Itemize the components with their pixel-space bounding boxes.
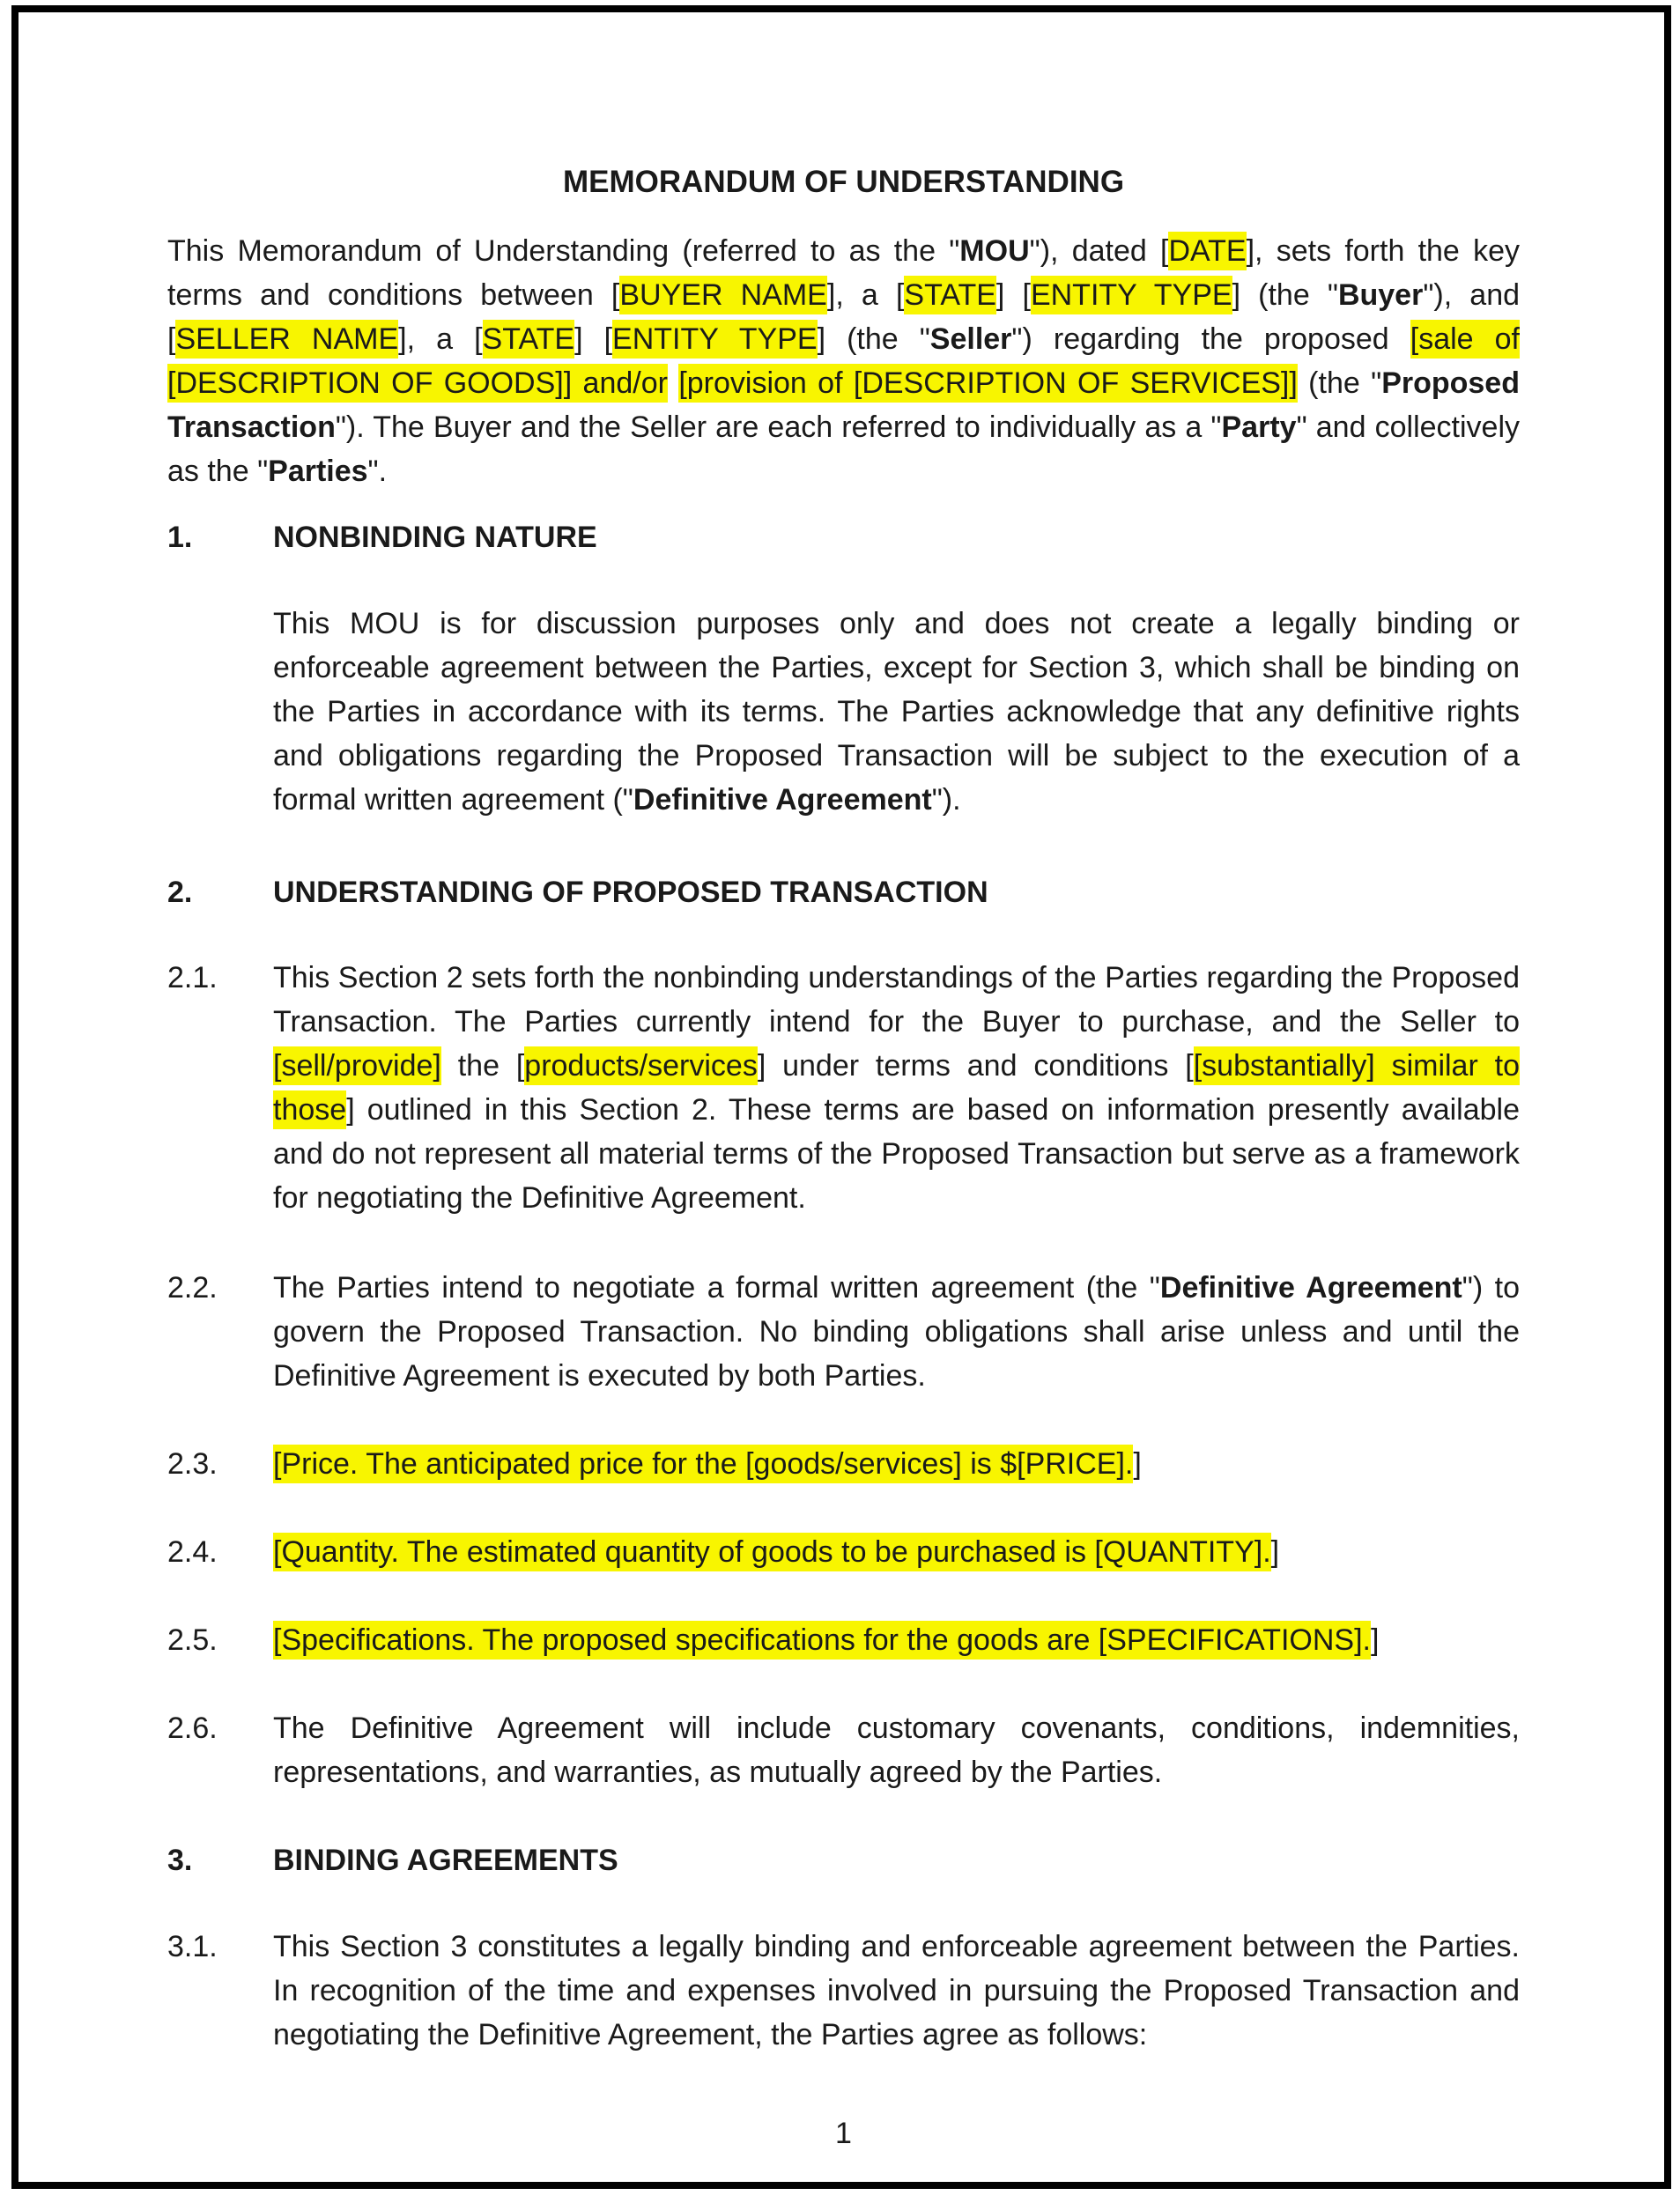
- text-segment: ] (the ": [1232, 278, 1338, 312]
- text-segment: Buyer: [1337, 278, 1424, 312]
- page-number: 1: [835, 2117, 852, 2150]
- text-segment: Party: [1221, 410, 1297, 444]
- text-segment: Definitive Agreement: [633, 783, 932, 817]
- text-segment: the [: [440, 1049, 525, 1083]
- paragraph-number: 3.1.: [167, 1930, 218, 1963]
- text-segment: SELLER NAME: [175, 320, 398, 359]
- text-segment: " and collectively as the ": [167, 410, 1520, 488]
- paragraph-number: 2.5.: [167, 1623, 218, 1657]
- paragraph-number: 2.6.: [167, 1711, 218, 1745]
- text-segment: ] [: [574, 322, 613, 356]
- text-segment: [sale of [DESCRIPTION OF GOODS]] and/or: [167, 320, 1520, 403]
- text-segment: ] [: [995, 278, 1031, 312]
- text-segment: STATE: [904, 276, 996, 314]
- text-segment: [sell/provide]: [273, 1046, 441, 1085]
- text-segment: DATE: [1168, 232, 1246, 270]
- text-segment: ]: [1371, 1623, 1380, 1657]
- text-segment: This Memorandum of Understanding (referred to as the ": [167, 234, 960, 268]
- section-heading-text: BINDING AGREEMENTS: [273, 1844, 618, 1877]
- text-segment: [substantially] similar to those: [273, 1046, 1520, 1129]
- text-segment: (the ": [1297, 366, 1382, 400]
- section-heading-text: UNDERSTANDING OF PROPOSED TRANSACTION: [273, 876, 988, 909]
- text-segment: "). The Buyer and the Seller are each referred to individually as a ": [335, 410, 1222, 444]
- text-segment: ENTITY TYPE: [1031, 276, 1232, 314]
- section-2-heading: [167, 870, 1520, 914]
- paragraph-1-body: [167, 602, 1520, 822]
- document-content: [167, 160, 1520, 2155]
- paragraph-3-1: [167, 1925, 1520, 2057]
- text-segment: ], a [: [398, 322, 483, 356]
- text-segment: Parties: [268, 455, 368, 488]
- text-segment: ").: [931, 783, 961, 817]
- section-number: 2.: [167, 876, 193, 909]
- section-number: 3.: [167, 1844, 193, 1877]
- paragraph-text: [273, 602, 1520, 822]
- section-3-heading: [167, 1838, 1520, 1882]
- text-segment: BUYER NAME: [619, 276, 827, 314]
- text-segment: Seller: [929, 322, 1012, 356]
- text-segment: ") to govern the Proposed Transaction. No binding obligations shall arise unless and until the Definitive Agreement is executed by both Parties.: [273, 1271, 1520, 1393]
- paragraph-number: 2.2.: [167, 1271, 218, 1305]
- paragraph-2-3: [167, 1442, 1520, 1486]
- text-segment: ], sets forth the key terms and conditions between [: [167, 234, 1520, 312]
- text-segment: [Price. The anticipated price for the [goods/services] is $[PRICE].: [273, 1445, 1133, 1483]
- paragraph-text: [273, 1706, 1520, 1794]
- paragraph-2-2: [167, 1266, 1520, 1398]
- text-segment: Definitive Agreement: [1159, 1271, 1462, 1305]
- paragraph-text: [273, 1618, 1520, 1662]
- text-segment: ] under terms and conditions [: [757, 1049, 1194, 1083]
- paragraph-text: [273, 1266, 1520, 1398]
- text-segment: ") regarding the proposed: [1011, 322, 1410, 356]
- text-segment: STATE: [483, 320, 575, 359]
- paragraph-number: [167, 602, 273, 822]
- text-segment: ".: [367, 455, 388, 488]
- text-segment: This MOU is for discussion purposes only and does not create a legally binding or enforceable agreement between the Parties, except for Section 3, which shall be binding on the Parties in accordance with its terms. The Parties acknowledge that any definitive rights and obligations regarding the Proposed Transaction will be subject to the execution of a formal written agreement (": [273, 607, 1520, 817]
- text-segment: [provision of [DESCRIPTION OF SERVICES]]: [678, 364, 1298, 403]
- paragraph-2-5: [167, 1618, 1520, 1662]
- paragraph-text: [273, 1442, 1520, 1486]
- paragraph-2-1: [167, 956, 1520, 1220]
- text-segment: This Section 2 sets forth the nonbinding understandings of the Parties regarding the Proposed Transaction. The Parties currently intend for the Buyer to purchase, and the Seller to: [273, 961, 1520, 1039]
- paragraph-number: 2.3.: [167, 1447, 218, 1481]
- document-title: MEMORANDUM OF UNDERSTANDING: [562, 165, 1125, 199]
- section-heading-text: NONBINDING NATURE: [273, 521, 597, 554]
- paragraph-number: 2.1.: [167, 961, 218, 994]
- text-segment: ENTITY TYPE: [612, 320, 818, 359]
- text-segment: MOU: [959, 234, 1030, 268]
- text-segment: [668, 366, 678, 400]
- text-segment: ]: [1270, 1535, 1280, 1569]
- text-segment: [Specifications. The proposed specifications for the goods are [SPECIFICATIONS].: [273, 1621, 1371, 1660]
- text-segment: This Section 3 constitutes a legally binding and enforceable agreement between the Parties. In recognition of the time and expenses involved in pursuing the Proposed Transaction and negotiating the Definitive Agreement, the Parties agree as follows:: [273, 1930, 1520, 2051]
- text-segment: ]: [1133, 1447, 1142, 1481]
- paragraph-text: [273, 956, 1520, 1220]
- text-segment: The Parties intend to negotiate a formal written agreement (the ": [273, 1271, 1160, 1305]
- text-segment: ] (the ": [817, 322, 930, 356]
- paragraph-2-4: [167, 1530, 1520, 1574]
- paragraph-2-6: [167, 1706, 1520, 1794]
- section-1-heading: [167, 515, 1520, 559]
- text-segment: Proposed Transaction: [167, 366, 1520, 444]
- text-segment: The Definitive Agreement will include customary covenants, conditions, indemnities, representations, and warranties, as mutually agreed by the Parties.: [273, 1711, 1520, 1789]
- paragraph-text: [273, 1530, 1520, 1574]
- text-segment: ], a [: [826, 278, 905, 312]
- text-segment: "), and [: [167, 278, 1521, 356]
- paragraph-number: 2.4.: [167, 1535, 218, 1569]
- text-segment: "), dated [: [1029, 234, 1169, 268]
- section-number: 1.: [167, 521, 193, 554]
- text-segment: [Quantity. The estimated quantity of goods to be purchased is [QUANTITY].: [273, 1533, 1271, 1571]
- paragraph-text: [273, 1925, 1520, 2057]
- text-segment: ] outlined in this Section 2. These terms are based on information presently available and do not represent all material terms of the Proposed Transaction but serve as a framework for negotiating the Definitive Agreement.: [273, 1093, 1520, 1215]
- intro-paragraph: [167, 229, 1520, 493]
- text-segment: products/services: [524, 1046, 758, 1085]
